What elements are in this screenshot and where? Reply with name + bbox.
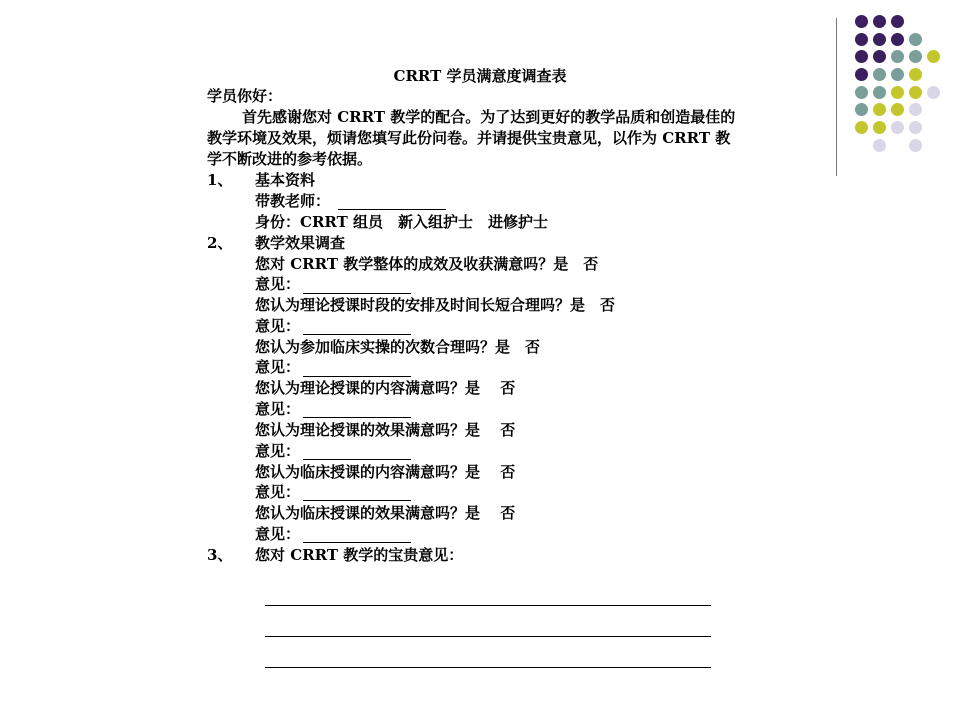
dot (855, 103, 868, 116)
section-heading: 您对 CRRT 教学的宝贵意见： (255, 546, 464, 564)
intro-line: 首先感谢您对 CRRT 教学的配合。为了达到更好的教学品质和创造最佳的 (242, 108, 736, 126)
dot (891, 33, 904, 46)
greeting: 学员你好： (207, 87, 283, 105)
feedback-line[interactable] (265, 636, 711, 637)
teacher-label: 带教老师： (255, 192, 331, 210)
opinion-blank[interactable] (303, 500, 411, 501)
teacher-blank[interactable] (338, 209, 446, 210)
opinion-blank[interactable] (303, 293, 411, 294)
dot (891, 86, 904, 99)
section-number: 2、 (207, 234, 233, 252)
dot (855, 15, 868, 28)
dot (873, 103, 886, 116)
dot (909, 103, 922, 116)
dot (873, 121, 886, 134)
dot (927, 86, 940, 99)
question: 您认为参加临床实操的次数合理吗？是 否 (255, 338, 541, 356)
opinion-blank[interactable] (303, 459, 411, 460)
dot (855, 50, 868, 63)
feedback-line[interactable] (265, 605, 711, 606)
opinion-blank[interactable] (303, 376, 411, 377)
dot (855, 86, 868, 99)
dot (909, 139, 922, 152)
question: 您对 CRRT 教学整体的成效及收获满意吗？是 否 (255, 255, 599, 273)
dot (873, 50, 886, 63)
question: 您认为临床授课的内容满意吗？是 否 (255, 463, 516, 481)
feedback-line[interactable] (265, 667, 711, 668)
opinion-label: 意见： (255, 442, 301, 460)
opinion-blank[interactable] (303, 542, 411, 543)
opinion-blank[interactable] (303, 417, 411, 418)
opinion-label: 意见： (255, 317, 301, 335)
dot (909, 50, 922, 63)
intro-line: 教学环境及效果，烦请您填写此份问卷。并请提供宝贵意见，以作为 CRRT 教 (207, 129, 731, 147)
dot (873, 33, 886, 46)
opinion-label: 意见： (255, 525, 301, 543)
section-number: 3、 (207, 546, 233, 564)
opinion-label: 意见： (255, 275, 301, 293)
dot (927, 50, 940, 63)
dot (855, 33, 868, 46)
opinion-label: 意见： (255, 400, 301, 418)
dot (909, 86, 922, 99)
section-number: 1、 (207, 171, 233, 189)
section-heading: 基本资料 (255, 171, 316, 189)
opinion-blank[interactable] (303, 334, 411, 335)
dot (873, 86, 886, 99)
decorative-divider (836, 18, 837, 176)
question: 您认为理论授课的内容满意吗？是 否 (255, 379, 516, 397)
opinion-label: 意见： (255, 483, 301, 501)
dot (909, 121, 922, 134)
intro-line: 学不断改进的参考依据。 (207, 150, 373, 168)
question: 您认为理论授课时段的安排及时间长短合理吗？是 否 (255, 296, 616, 314)
document-title: CRRT 学员满意度调查表 (393, 67, 567, 85)
dot (909, 33, 922, 46)
dot (855, 121, 868, 134)
opinion-label: 意见： (255, 358, 301, 376)
dot (891, 121, 904, 134)
dot (891, 103, 904, 116)
question: 您认为理论授课的效果满意吗？是 否 (255, 421, 516, 439)
dot (891, 15, 904, 28)
dot (891, 50, 904, 63)
section-heading: 教学效果调查 (255, 234, 346, 252)
identity-line: 身份：CRRT 组员 新入组护士 进修护士 (255, 213, 548, 231)
question: 您认为临床授课的效果满意吗？是 否 (255, 504, 516, 522)
dot (873, 15, 886, 28)
dot (873, 139, 886, 152)
